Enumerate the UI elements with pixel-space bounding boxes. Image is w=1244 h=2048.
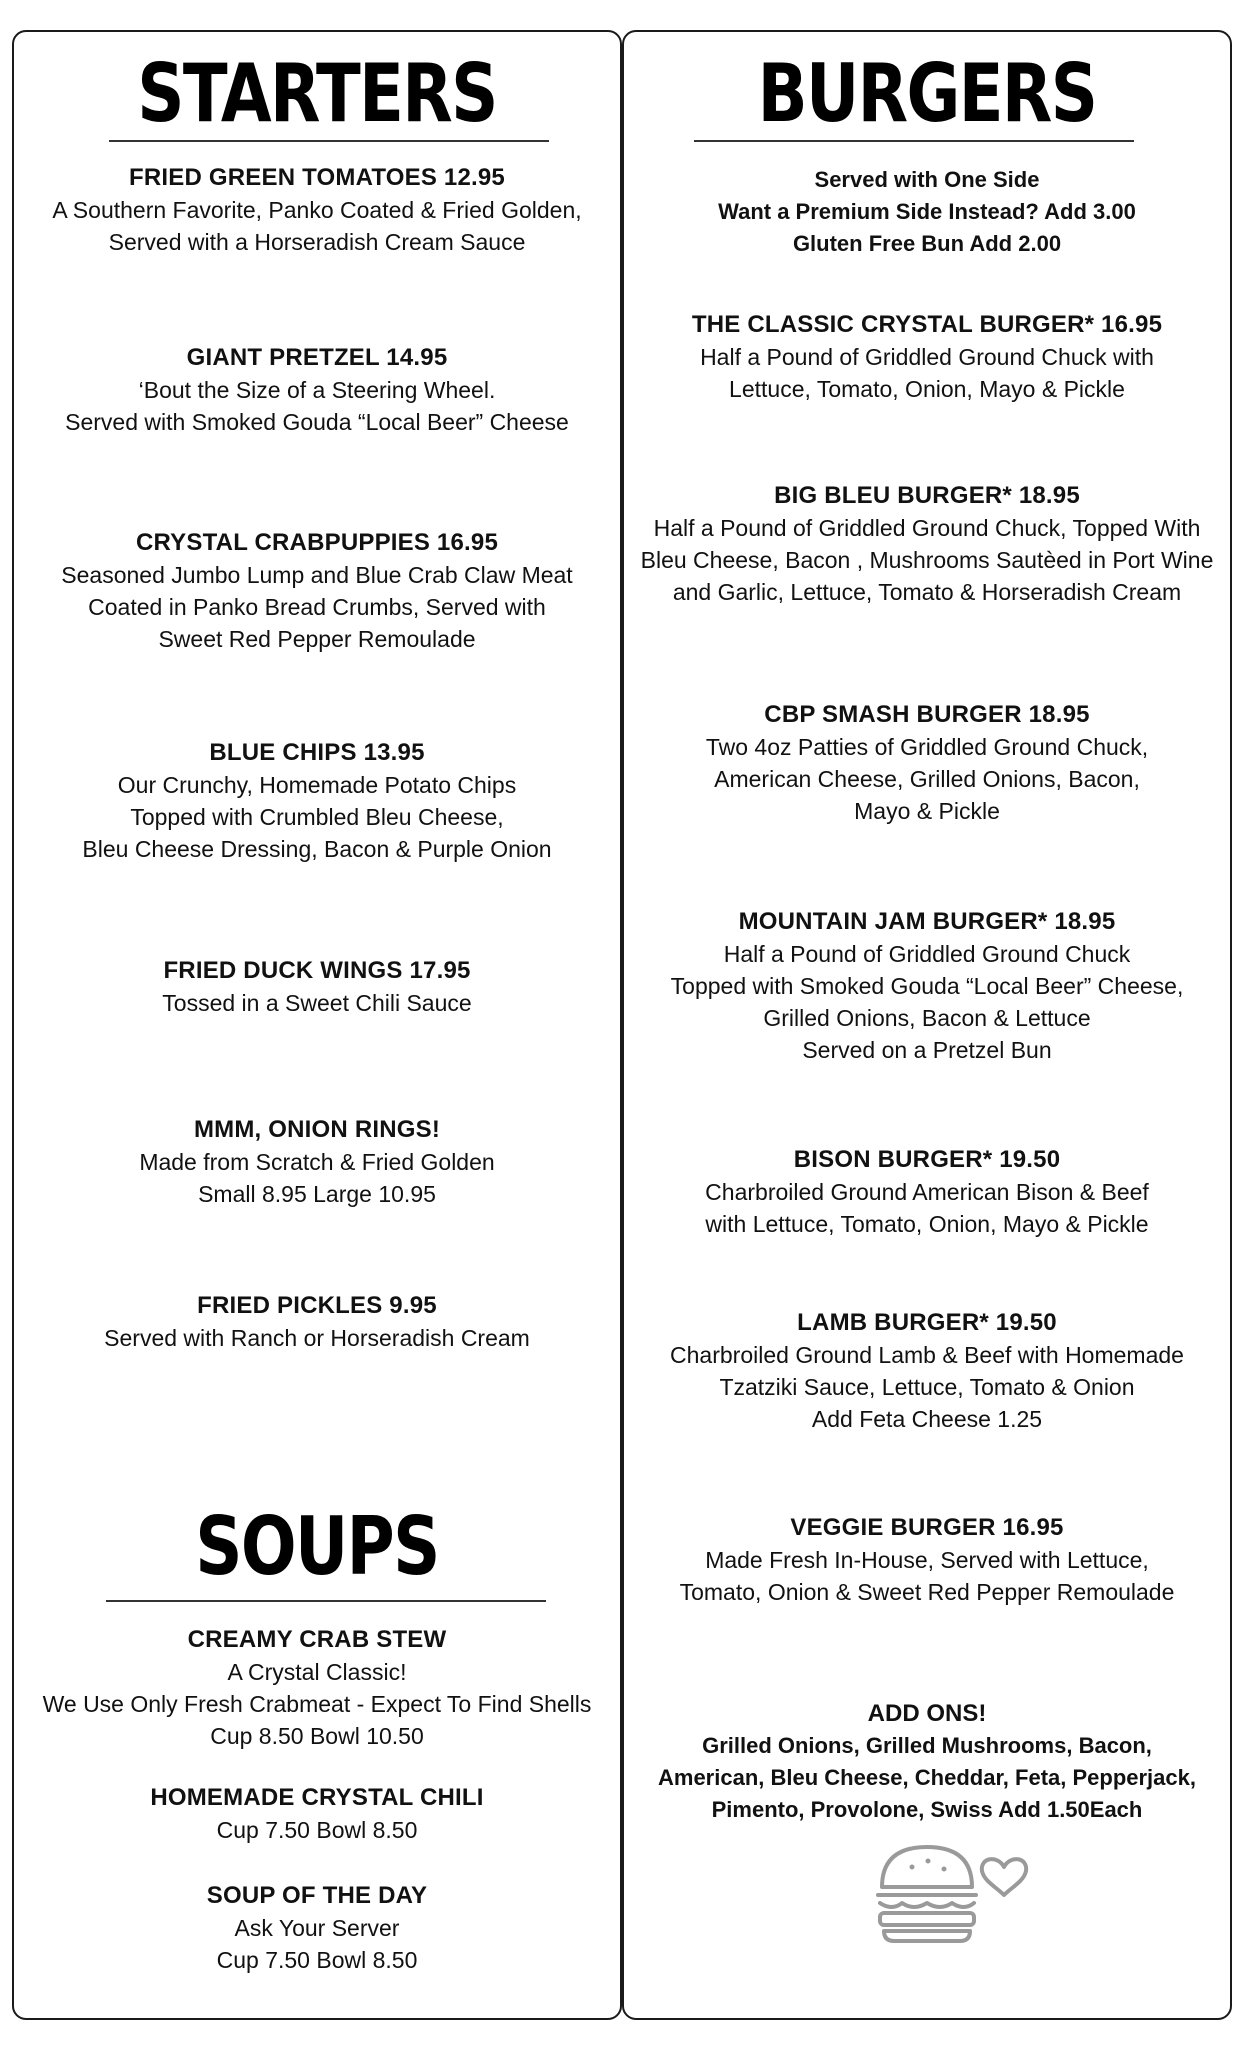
burgers-panel	[622, 30, 1232, 2020]
burgers-heading: BURGERS	[757, 47, 1097, 140]
soups-heading: SOUPS	[195, 1500, 439, 1593]
starter-item-3: BLUE CHIPS 13.95 Our Crunchy, Homemade Potato Chips Topped with Crumbled Bleu Cheese, Bleu Cheese Dressing, Bacon & Purple Onion	[82, 739, 552, 862]
starter-item-2: CRYSTAL CRABPUPPIES 16.95 Seasoned Jumbo Lump and Blue Crab Claw Meat Coated in Panko Bread Crumbs, Served with Sweet Red Pepper Remoulade	[61, 529, 573, 652]
starters-heading: STARTERS	[137, 47, 497, 140]
starter-item-1: GIANT PRETZEL 14.95 ‘Bout the Size of a Steering Wheel. Served with Smoked Gouda “Local Beer” Cheese	[65, 344, 569, 435]
burgers-intro: Served with One Side Want a Premium Side Instead? Add 3.00 Gluten Free Bun Add 2.00	[718, 167, 1136, 256]
starter-item-0: FRIED GREEN TOMATOES 12.95 A Southern Favorite, Panko Coated & Fried Golden, Served with a Horseradish Cream Sauce	[52, 164, 582, 255]
starter-item-5: MMM, ONION RINGS! Made from Scratch & Fried Golden Small 8.95 Large 10.95	[139, 1116, 495, 1207]
burger-item-5: LAMB BURGER* 19.50 Charbroiled Ground Lamb & Beef with Homemade Tzatziki Sauce, Lettuce, Tomato & Onion Add Feta Cheese 1.25	[670, 1309, 1184, 1432]
burger-item-6: VEGGIE BURGER 16.95 Made Fresh In-House, Served with Lettuce, Tomato, Onion & Sweet Red Pepper Remoulade	[679, 1514, 1175, 1605]
starter-item-6: FRIED PICKLES 9.95 Served with Ranch or Horseradish Cream	[104, 1292, 530, 1351]
add-ons-title: ADD ONS!	[867, 1700, 987, 1727]
soups-rule	[106, 1600, 546, 1602]
burger-item-2: CBP SMASH BURGER 18.95 Two 4oz Patties of Griddled Ground Chuck, American Cheese, Grilled Onions, Bacon, Mayo & Pickle	[705, 701, 1149, 824]
soup-item-1: HOMEMADE CRYSTAL CHILI Cup 7.50 Bowl 8.50	[150, 1784, 484, 1843]
burger-item-3: MOUNTAIN JAM BURGER* 18.95 Half a Pound of Griddled Ground Chuck Topped with Smoked Gouda “Local Beer” Cheese, Grilled Onions, Bacon & Lettuce Served on a Pretzel Bun	[670, 908, 1184, 1063]
soup-item-2: SOUP OF THE DAY Ask Your Server Cup 7.50 Bowl 8.50	[206, 1882, 428, 1973]
burgers-rule	[694, 140, 1134, 142]
burger-heart-icon	[872, 1837, 1032, 1947]
burger-item-1: BIG BLEU BURGER* 18.95 Half a Pound of Griddled Ground Chuck, Topped With Bleu Cheese, Bacon , Mushrooms Sautèed in Port Wine and Garlic, Lettuce, Tomato & Horseradish Cream	[640, 482, 1214, 605]
soup-item-0: CREAMY CRAB STEW A Crystal Classic! We Use Only Fresh Crabmeat - Expect To Find Shells Cup 8.50 Bowl 10.50	[42, 1626, 592, 1749]
starters-rule	[109, 140, 549, 142]
burger-item-0: THE CLASSIC CRYSTAL BURGER* 16.95 Half a Pound of Griddled Ground Chuck with Lettuce, Tomato, Onion, Mayo & Pickle	[691, 311, 1163, 402]
burger-item-4: BISON BURGER* 19.50 Charbroiled Ground American Bison & Beef with Lettuce, Tomato, Onion, Mayo & Pickle	[705, 1146, 1149, 1237]
add-ons: ADD ONS! Grilled Onions, Grilled Mushrooms, Bacon, American, Bleu Cheese, Cheddar, Feta, Pepperjack, Pimento, Provolone, Swiss Add 1.50Each	[624, 1698, 1230, 1826]
starters-soups-panel	[12, 30, 622, 2020]
starter-item-4: FRIED DUCK WINGS 17.95 Tossed in a Sweet Chili Sauce	[162, 957, 472, 1016]
